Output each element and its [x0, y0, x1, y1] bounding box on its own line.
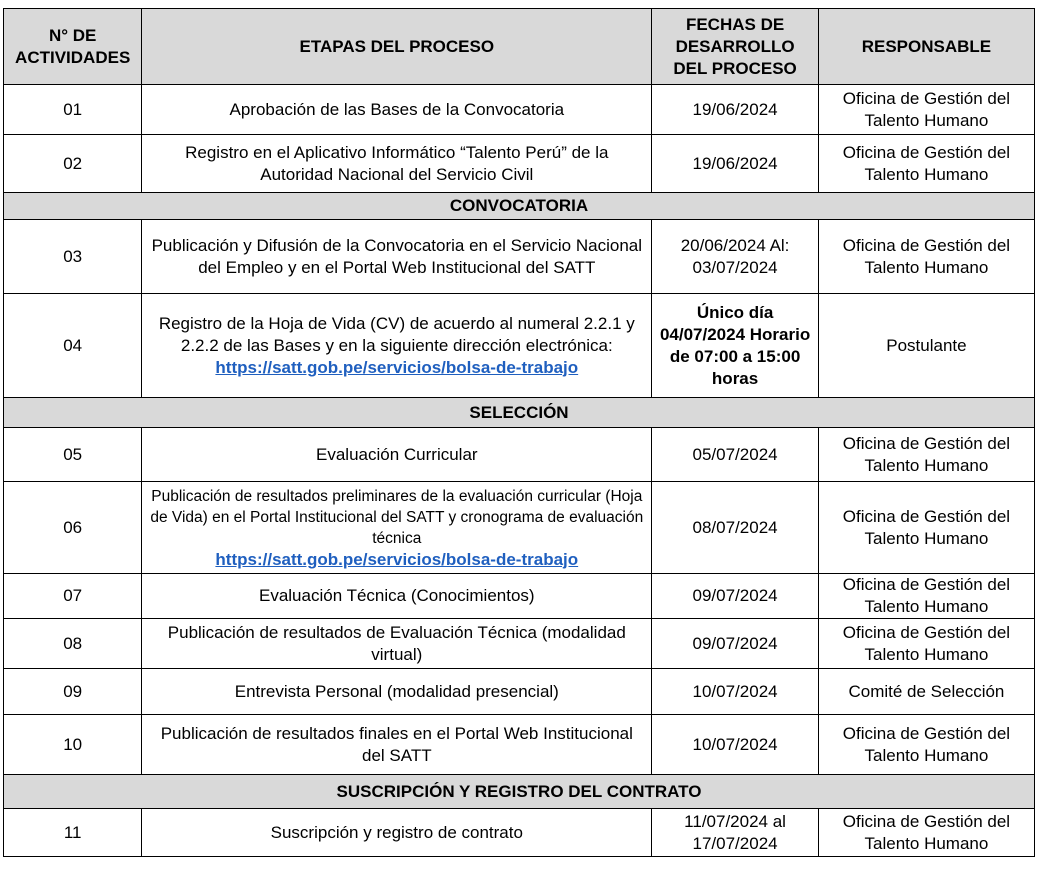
- cell-etapa: Evaluación Técnica (Conocimientos): [142, 574, 652, 619]
- table-row: [4, 619, 1035, 669]
- table-row: [4, 135, 1035, 193]
- bolsa-trabajo-link[interactable]: https://satt.gob.pe/servicios/bolsa-de-trabajo: [215, 549, 579, 569]
- schedule-table: [3, 8, 1035, 857]
- cell-responsable: Oficina de Gestión del Talento Humano: [818, 574, 1034, 619]
- cell-fecha: 10/07/2024: [652, 669, 819, 715]
- cell-fecha: 08/07/2024: [652, 482, 819, 574]
- cell-etapa: Publicación de resultados finales en el Portal Web Institucional del SATT: [142, 715, 652, 775]
- cell-etapa-with-link: [142, 294, 652, 398]
- cell-fecha: 09/07/2024: [652, 574, 819, 619]
- section-row-seleccion: [4, 398, 1035, 428]
- cell-etapa: Aprobación de las Bases de la Convocatoria: [142, 85, 652, 135]
- table-row: [4, 428, 1035, 482]
- cell-etapa-with-link: [142, 482, 652, 574]
- table-row: [4, 669, 1035, 715]
- bolsa-trabajo-link[interactable]: https://satt.gob.pe/servicios/bolsa-de-trabajo: [215, 357, 579, 377]
- section-title: SUSCRIPCIÓN Y REGISTRO DEL CONTRATO: [4, 775, 1035, 809]
- section-title: SELECCIÓN: [4, 398, 1035, 428]
- header-fecha: FECHAS DE DESARROLLO DEL PROCESO: [652, 9, 819, 85]
- cell-responsable: Oficina de Gestión del Talento Humano: [818, 715, 1034, 775]
- cell-fecha: 19/06/2024: [652, 85, 819, 135]
- table-row: [4, 482, 1035, 574]
- section-row-convocatoria: [4, 193, 1035, 220]
- section-row-suscripcion: [4, 775, 1035, 809]
- cell-num: 04: [4, 294, 142, 398]
- cell-num: 03: [4, 220, 142, 294]
- cell-responsable: Oficina de Gestión del Talento Humano: [818, 85, 1034, 135]
- table-row: [4, 294, 1035, 398]
- table-row: [4, 809, 1035, 857]
- cell-num: 02: [4, 135, 142, 193]
- table-row: [4, 574, 1035, 619]
- cell-num: 08: [4, 619, 142, 669]
- cell-fecha: 05/07/2024: [652, 428, 819, 482]
- cell-num: 09: [4, 669, 142, 715]
- cell-num: 10: [4, 715, 142, 775]
- table-row: [4, 220, 1035, 294]
- cell-num: 11: [4, 809, 142, 857]
- cell-responsable: Oficina de Gestión del Talento Humano: [818, 135, 1034, 193]
- cell-fecha: 19/06/2024: [652, 135, 819, 193]
- cell-num: 01: [4, 85, 142, 135]
- cell-fecha: Único día 04/07/2024 Horario de 07:00 a 15:00 horas: [652, 294, 819, 398]
- cell-num: 05: [4, 428, 142, 482]
- cell-etapa: Evaluación Curricular: [142, 428, 652, 482]
- section-title: CONVOCATORIA: [4, 193, 1035, 220]
- cell-etapa-text: Publicación de resultados preliminares de la evaluación curricular (Hoja de Vida) en el Portal Institucional del SATT y cronograma de evaluación técnica: [150, 487, 644, 547]
- cell-num: 06: [4, 482, 142, 574]
- table-row: [4, 715, 1035, 775]
- cell-fecha: 11/07/2024 al 17/07/2024: [652, 809, 819, 857]
- table-header-row: [4, 9, 1035, 85]
- cell-responsable: Oficina de Gestión del Talento Humano: [818, 428, 1034, 482]
- cell-etapa: Publicación y Difusión de la Convocatoria en el Servicio Nacional del Empleo y en el Portal Web Institucional del SATT: [142, 220, 652, 294]
- cell-etapa: Suscripción y registro de contrato: [142, 809, 652, 857]
- table-row: [4, 85, 1035, 135]
- cell-etapa: Registro en el Aplicativo Informático “Talento Perú” de la Autoridad Nacional del Servicio Civil: [142, 135, 652, 193]
- cell-responsable: Oficina de Gestión del Talento Humano: [818, 482, 1034, 574]
- cell-responsable: Oficina de Gestión del Talento Humano: [818, 220, 1034, 294]
- header-num: N° DE ACTIVIDADES: [4, 9, 142, 85]
- cell-fecha: 20/06/2024 Al: 03/07/2024: [652, 220, 819, 294]
- cell-responsable: Oficina de Gestión del Talento Humano: [818, 619, 1034, 669]
- cell-fecha: 09/07/2024: [652, 619, 819, 669]
- header-etapa: ETAPAS DEL PROCESO: [142, 9, 652, 85]
- header-responsable: RESPONSABLE: [818, 9, 1034, 85]
- cell-etapa: Publicación de resultados de Evaluación Técnica (modalidad virtual): [142, 619, 652, 669]
- cell-responsable: Comité de Selección: [818, 669, 1034, 715]
- cell-num: 07: [4, 574, 142, 619]
- cell-responsable: Postulante: [818, 294, 1034, 398]
- cell-etapa: Entrevista Personal (modalidad presencial): [142, 669, 652, 715]
- cell-responsable: Oficina de Gestión del Talento Humano: [818, 809, 1034, 857]
- cell-fecha: 10/07/2024: [652, 715, 819, 775]
- cell-etapa-text: Registro de la Hoja de Vida (CV) de acuerdo al numeral 2.2.1 y 2.2.2 de las Bases y en la siguiente dirección electrónica:: [158, 313, 635, 355]
